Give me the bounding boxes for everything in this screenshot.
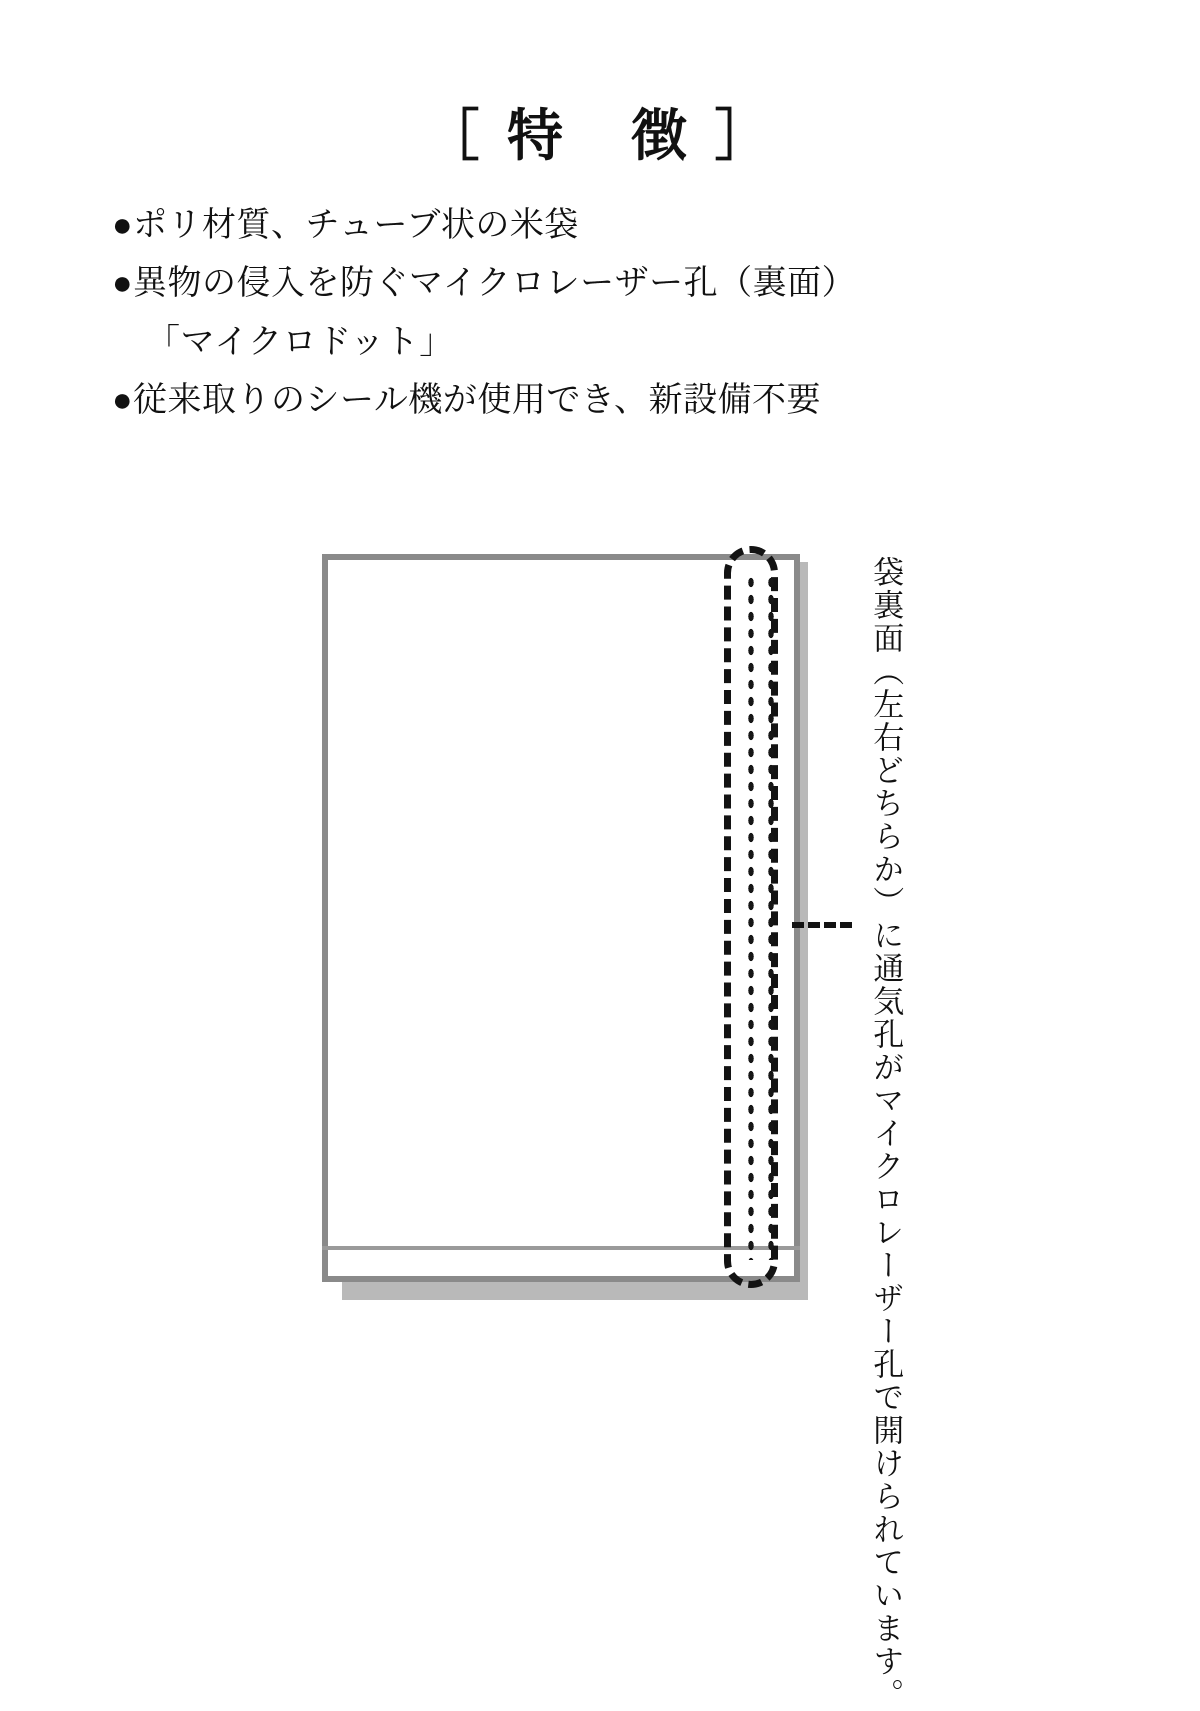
micro-hole-dots-right <box>766 574 776 1260</box>
page-title: ［ 特 徴 ］ <box>423 104 777 167</box>
annotation-leader-line <box>792 922 852 928</box>
feature-item-sealer: ●従来取りのシール機が使用でき、新設備不要 <box>112 381 821 420</box>
feature-item-material: ●ポリ材質、チューブ状の米袋 <box>112 206 579 244</box>
feature-item-laser-hole: ●異物の侵入を防ぐマイクロレーザー孔（裏面） <box>112 264 857 303</box>
micro-hole-dots-left <box>746 574 756 1260</box>
feature-item-microdot: 「マイクロドット」 <box>146 322 454 361</box>
diagram-annotation-text: 袋裏面（左右どちらか）に通気孔がマイクロレーザー孔で開けられています。 <box>868 556 904 1711</box>
feature-list <box>112 196 1032 430</box>
